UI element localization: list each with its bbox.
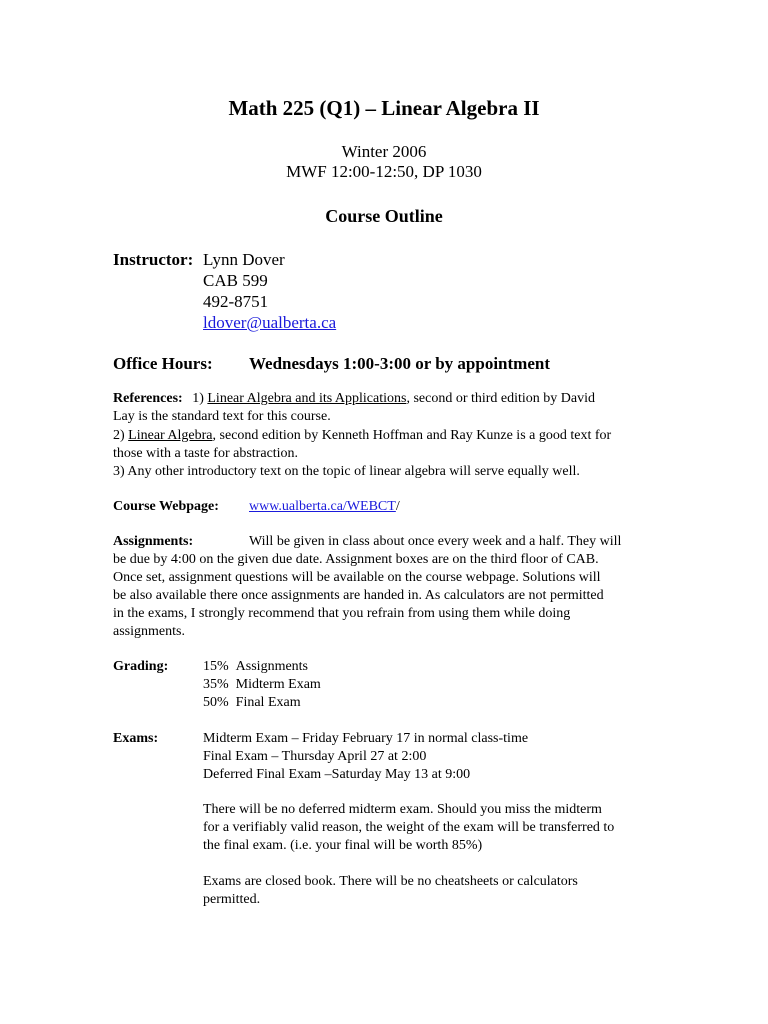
webpage-line: www.ualberta.ca/WEBCT/ (249, 499, 400, 514)
page-title: Math 225 (Q1) – Linear Algebra II (228, 96, 540, 120)
grading-label: Grading: (113, 659, 169, 674)
final-exam: Final Exam – Thursday April 27 at 2:00 (203, 749, 427, 764)
instructor-office: CAB 599 (203, 271, 268, 290)
references-label: References: (113, 391, 183, 406)
assignments-label: Assignments: (113, 534, 194, 549)
references-line-5: 3) Any other introductory text on the topic of linear algebra will serve equally well. (113, 464, 580, 479)
references-line-1: References: 1) Linear Algebra and its Applications, second or third edition by David (113, 391, 596, 406)
grading-item: 15% Assignments (203, 659, 309, 674)
outline-heading: Course Outline (325, 206, 443, 226)
references-line-2: Lay is the standard text for this course. (113, 409, 331, 424)
exam-note-1-line-1: There will be no deferred midterm exam. Should you miss the midterm (203, 802, 602, 817)
instructor-email-link[interactable]: ldover@ualberta.ca (203, 313, 337, 332)
exam-note-1-line-2: for a verifiably valid reason, the weight of the exam will be transferred to (203, 820, 615, 835)
instructor-label: Instructor: (113, 250, 194, 269)
grading-item: 50% Final Exam (203, 695, 301, 710)
exam-note-2-line-1: Exams are closed book. There will be no cheatsheets or calculators (203, 874, 578, 889)
office-hours-label: Office Hours: (113, 354, 213, 373)
webpage-label: Course Webpage: (113, 499, 219, 514)
exams-label: Exams: (113, 731, 159, 746)
deferred-final-exam: Deferred Final Exam –Saturday May 13 at 9:00 (203, 767, 471, 782)
references-line-4: those with a taste for abstraction. (113, 446, 299, 461)
webpage-link[interactable]: www.ualberta.ca/WEBCT (249, 499, 396, 514)
exam-note-1-line-3: the final exam. (i.e. your final will be worth 85%) (203, 838, 483, 853)
grading-item: 35% Midterm Exam (203, 677, 321, 692)
assignments-line-5: in the exams, I strongly recommend that you refrain from using them while doing (113, 606, 571, 621)
assignments-line-3: Once set, assignment questions will be available on the course webpage. Solutions will (113, 570, 601, 585)
assignments-line-6: assignments. (113, 624, 185, 639)
reference-2-title: Linear Algebra (128, 428, 213, 443)
assignments-line-2: be due by 4:00 on the given due date. Assignment boxes are on the third floor of CAB. (113, 552, 599, 567)
instructor-name: Lynn Dover (203, 250, 285, 269)
references-line-3: 2) Linear Algebra, second edition by Kenneth Hoffman and Ray Kunze is a good text for (113, 428, 612, 443)
midterm-exam: Midterm Exam – Friday February 17 in normal class-time (203, 731, 529, 746)
assignments-line-1: Will be given in class about once every week and a half. They will (249, 534, 622, 549)
assignments-line-4: be also available there once assignments are handed in. As calculators are not permitted (113, 588, 604, 603)
reference-1-title: Linear Algebra and its Applications (207, 391, 407, 406)
office-hours-value: Wednesdays 1:00-3:00 or by appointment (249, 354, 550, 373)
exam-note-2-line-2: permitted. (203, 892, 261, 907)
schedule: MWF 12:00-12:50, DP 1030 (286, 162, 482, 181)
instructor-phone: 492-8751 (203, 292, 269, 311)
term: Winter 2006 (341, 142, 427, 161)
